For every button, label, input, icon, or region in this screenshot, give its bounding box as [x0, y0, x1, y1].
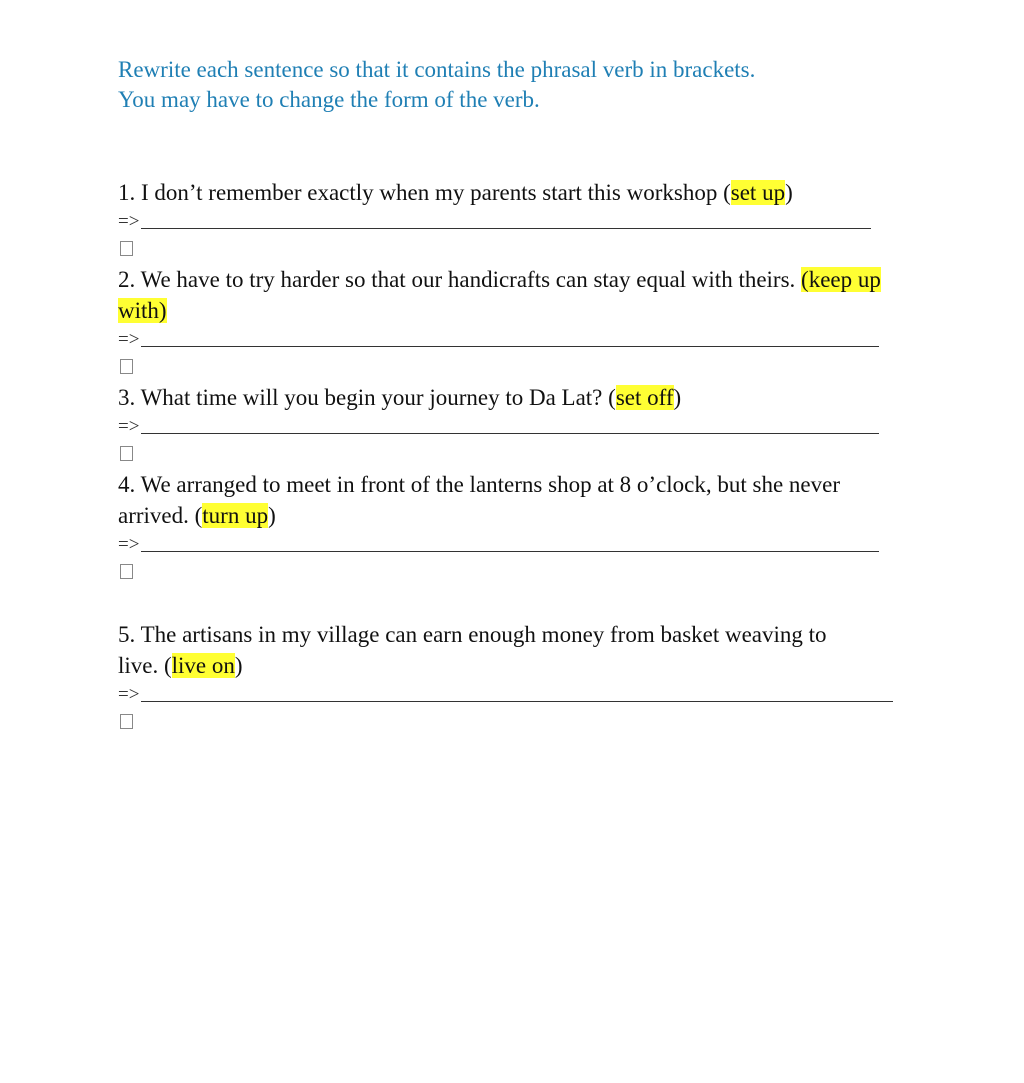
answer-checkbox[interactable]: [120, 241, 133, 256]
checkbox-row-4: [118, 557, 918, 585]
question-sentence-end: ): [673, 385, 682, 410]
question-sentence: We have to try harder so that our handicrafts can stay equal with theirs.: [140, 267, 802, 292]
question-5: [118, 619, 918, 735]
answer-line-4: [118, 531, 918, 557]
phrasal-verb-highlight: (keep up with): [118, 267, 881, 323]
question-2-text: [118, 264, 918, 326]
question-4-text: [118, 469, 898, 531]
answer-line-5: [118, 681, 918, 707]
answer-blank[interactable]: [141, 417, 879, 434]
instruction-line-2: You may have to change the form of the verb.: [118, 87, 540, 112]
checkbox-row-3: [118, 439, 918, 467]
answer-arrow: =>: [118, 211, 140, 232]
question-number: 4.: [118, 472, 136, 497]
question-1: [118, 177, 918, 262]
question-number: 2.: [118, 267, 136, 292]
answer-checkbox[interactable]: [120, 446, 133, 461]
answer-blank[interactable]: [141, 535, 879, 552]
answer-arrow: =>: [118, 684, 140, 705]
checkbox-row-2: [118, 352, 918, 380]
question-sentence-end: ): [785, 180, 793, 205]
question-2: [118, 264, 918, 380]
question-sentence: What time will you begin your journey to Da Lat? (: [140, 385, 616, 410]
answer-arrow: =>: [118, 534, 140, 555]
answer-checkbox[interactable]: [120, 714, 133, 729]
question-sentence-end: ): [234, 653, 243, 678]
phrasal-verb-highlight: set off: [615, 385, 674, 410]
answer-checkbox[interactable]: [120, 359, 133, 374]
instruction-line-1: Rewrite each sentence so that it contains the phrasal verb in brackets.: [118, 57, 756, 82]
answer-arrow: =>: [118, 416, 140, 437]
worksheet-page: [118, 55, 918, 735]
question-sentence: We arranged to meet in front of the lanterns shop at 8 o’clock, but she never arrived. (: [118, 472, 841, 528]
question-3-text: [118, 382, 918, 413]
answer-checkbox[interactable]: [120, 564, 133, 579]
answer-line-2: [118, 326, 918, 352]
phrasal-verb-highlight: set up: [730, 180, 786, 205]
question-3: [118, 382, 918, 467]
answer-blank[interactable]: [141, 330, 879, 347]
question-4: [118, 469, 918, 585]
question-sentence: The artisans in my village can earn enough money from basket weaving to live. (: [118, 622, 827, 678]
answer-blank[interactable]: [141, 212, 871, 229]
answer-line-1: [118, 208, 918, 234]
phrasal-verb-highlight: live on: [171, 653, 235, 678]
instruction-text: [118, 55, 918, 115]
checkbox-row-1: [118, 234, 918, 262]
question-number: 3.: [118, 385, 136, 410]
question-sentence-end: ): [268, 503, 276, 528]
answer-line-3: [118, 413, 918, 439]
answer-blank[interactable]: [141, 685, 893, 702]
phrasal-verb-highlight: turn up: [202, 503, 269, 528]
answer-arrow: =>: [118, 329, 140, 350]
checkbox-row-5: [118, 707, 918, 735]
question-list: [118, 177, 918, 735]
question-number: 5.: [118, 622, 136, 647]
question-5-text: [118, 619, 838, 681]
question-sentence: I don’t remember exactly when my parents start this workshop (: [141, 180, 731, 205]
question-number: 1.: [118, 180, 136, 205]
question-1-text: [118, 177, 918, 208]
